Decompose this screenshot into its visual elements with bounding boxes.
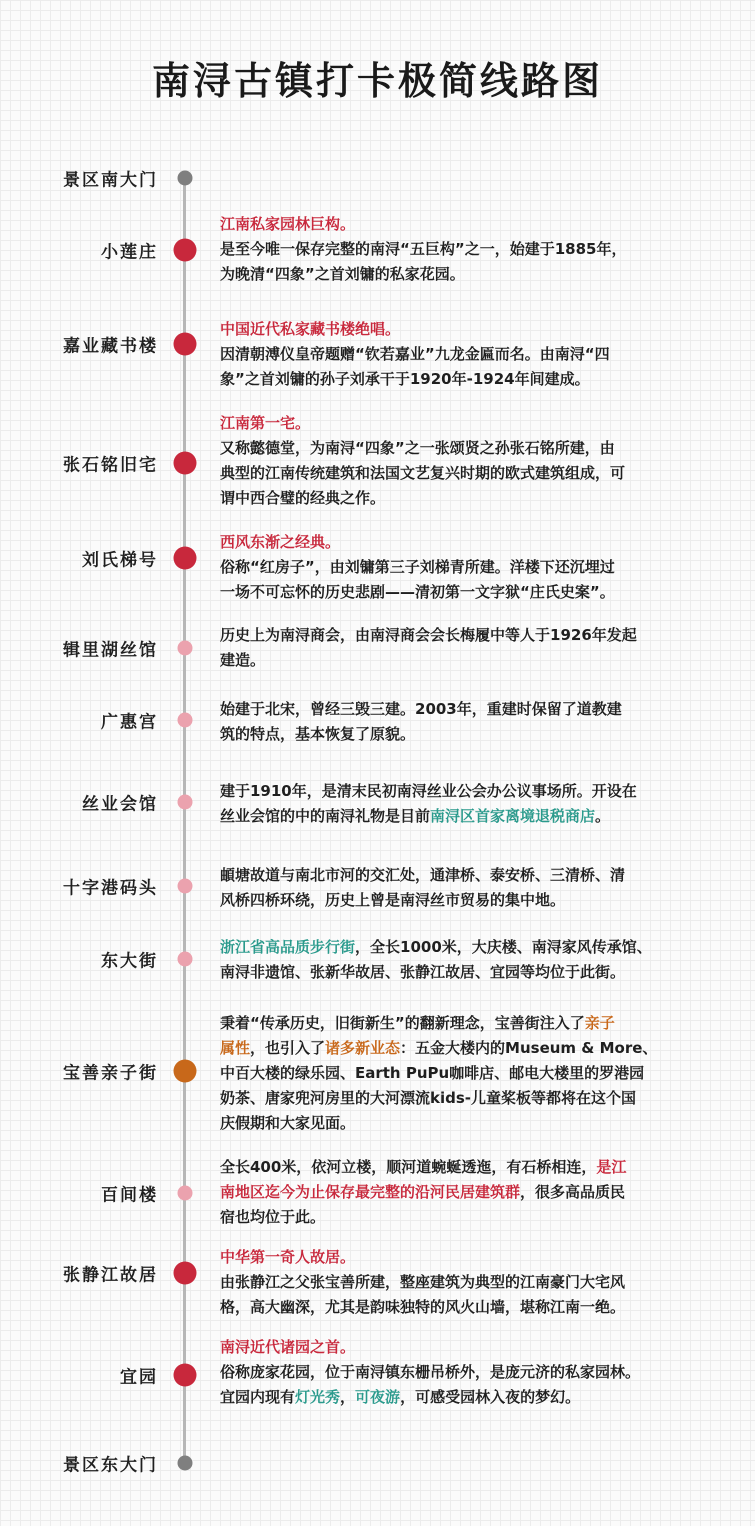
stop-name: 广惠宫 bbox=[101, 712, 158, 733]
description-line bbox=[220, 1205, 730, 1230]
highlight-text: 是江 bbox=[596, 1158, 627, 1176]
text-segment: ，也引入了 bbox=[250, 1039, 326, 1057]
stop-name: 十字港码头 bbox=[63, 878, 158, 899]
stop-marker bbox=[174, 1262, 197, 1285]
stop-heading: 江南第一宅。 bbox=[220, 414, 311, 432]
stop-marker bbox=[174, 452, 197, 475]
stop-name: 刘氏梯号 bbox=[82, 550, 158, 571]
highlight-text: 南浔区首家离境退税商店 bbox=[430, 807, 596, 825]
text-segment: 是至今唯一保存完整的南浔“五巨构”之一，始建于1885年， bbox=[220, 240, 627, 258]
text-segment: 。 bbox=[595, 807, 611, 825]
text-segment: 由张静江之父张宝善所建，整座建筑为典型的江南豪门大宅风 bbox=[220, 1273, 626, 1291]
stop-description bbox=[220, 1011, 730, 1136]
stop-heading: 南浔近代诸园之首。 bbox=[220, 1338, 356, 1356]
description-line bbox=[220, 262, 730, 287]
highlight-text: 属性 bbox=[220, 1039, 251, 1057]
stop-marker bbox=[178, 713, 193, 728]
text-segment: 奶茶、唐家兜河房里的大河漂流kids-儿童桨板等都将在这个国 bbox=[220, 1089, 637, 1107]
highlight-text: 亲子 bbox=[584, 1014, 615, 1032]
description-line bbox=[220, 237, 730, 262]
description-line bbox=[220, 1155, 730, 1180]
text-segment: 典型的江南传统建筑和法国文艺复兴时期的欧式建筑组成，可 bbox=[220, 464, 626, 482]
stop-description bbox=[220, 863, 730, 913]
stop-description bbox=[220, 530, 730, 605]
stop-description bbox=[220, 1155, 730, 1230]
stop-description bbox=[220, 411, 730, 511]
stop-description bbox=[220, 935, 730, 985]
text-segment: 一场不可忘怀的历史悲剧——清初第一文字狱“庄氏史案”。 bbox=[220, 583, 615, 601]
description-line bbox=[220, 1061, 730, 1086]
description-line bbox=[220, 1295, 730, 1320]
text-segment: ，全长1000米，大庆楼、南浔家风传承馆、 bbox=[355, 938, 652, 956]
stop-name: 小莲庄 bbox=[101, 242, 158, 263]
stop-description bbox=[220, 1335, 730, 1410]
description-line bbox=[220, 960, 730, 985]
text-segment: 宜园内现有 bbox=[220, 1388, 296, 1406]
text-segment: 南浔非遗馆、张新华故居、张静江故居、宜园等均位于此街。 bbox=[220, 963, 626, 981]
stop-heading: 中国近代私家藏书楼绝唱。 bbox=[220, 320, 401, 338]
description-line bbox=[220, 486, 730, 511]
stop-description bbox=[220, 697, 730, 747]
text-segment: 全长400米，依河立楼，顺河道蜿蜒透迤，有石桥相连， bbox=[220, 1158, 597, 1176]
stop-marker bbox=[174, 333, 197, 356]
stop-heading: 江南私家园林巨构。 bbox=[220, 215, 356, 233]
stop-name: 东大街 bbox=[101, 951, 158, 972]
text-segment: 丝业会馆的中的南浔礼物是目前 bbox=[220, 807, 431, 825]
text-segment: 建造。 bbox=[220, 651, 266, 669]
description-line bbox=[220, 342, 730, 367]
text-segment: 谓中西合璧的经典之作。 bbox=[220, 489, 386, 507]
description-line bbox=[220, 580, 730, 605]
text-segment: 历史上为南浔商会，由南浔商会会长梅履中等人于1926年发起 bbox=[220, 626, 637, 644]
description-line bbox=[220, 436, 730, 461]
stop-name: 百间楼 bbox=[101, 1185, 158, 1206]
stop-heading: 中华第一奇人故居。 bbox=[220, 1248, 356, 1266]
end-marker bbox=[178, 1456, 193, 1471]
stop-heading: 西风东渐之经典。 bbox=[220, 533, 341, 551]
text-segment: 宿也均位于此。 bbox=[220, 1208, 326, 1226]
stop-name: 张石铭旧宅 bbox=[63, 455, 158, 476]
page-title: 南浔古镇打卡极简线路图 bbox=[151, 59, 603, 103]
text-segment: ， bbox=[340, 1388, 356, 1406]
description-line bbox=[220, 779, 730, 804]
highlight-text: 诸多新业态 bbox=[325, 1039, 401, 1057]
highlight-text: 浙江省高品质步行街 bbox=[220, 938, 356, 956]
description-line bbox=[220, 722, 730, 747]
text-segment: 庆假期和大家见面。 bbox=[220, 1114, 356, 1132]
text-segment: 为晚清“四象”之首刘镛的私家花园。 bbox=[220, 265, 465, 283]
stop-description bbox=[220, 317, 730, 392]
stop-description bbox=[220, 1245, 730, 1320]
description-line bbox=[220, 623, 730, 648]
text-segment: 象”之首刘镛的孙子刘承干于1920年-1924年间建成。 bbox=[220, 370, 590, 388]
text-segment: 秉着“传承历史，旧街新生”的翻新理念，宝善街注入了 bbox=[220, 1014, 585, 1032]
stop-name: 张静江故居 bbox=[63, 1265, 158, 1286]
description-line bbox=[220, 1385, 730, 1410]
description-line bbox=[220, 888, 730, 913]
text-segment: 俗称“红房子”，由刘镛第三子刘梯青所建。洋楼下还沉埋过 bbox=[220, 558, 615, 576]
highlight-text: 南地区迄今为止保存最完整的沿河民居建筑群 bbox=[220, 1183, 521, 1201]
end-label: 景区东大门 bbox=[63, 1455, 158, 1476]
text-segment: 因清朝溥仪皇帝题赠“钦若嘉业”九龙金匾而名。由南浔“四 bbox=[220, 345, 610, 363]
description-line bbox=[220, 697, 730, 722]
description-line bbox=[220, 1086, 730, 1111]
stop-marker bbox=[174, 1364, 197, 1387]
description-line bbox=[220, 648, 730, 673]
stop-marker bbox=[178, 795, 193, 810]
highlight-text: 可夜游 bbox=[355, 1388, 401, 1406]
stop-marker bbox=[178, 952, 193, 967]
description-line bbox=[220, 555, 730, 580]
text-segment: 頔塘故道与南北市河的交汇处，通津桥、泰安桥、三清桥、清 bbox=[220, 866, 626, 884]
text-segment: 始建于北宋，曾经三毁三建。2003年，重建时保留了道教建 bbox=[220, 700, 622, 718]
stop-marker bbox=[178, 879, 193, 894]
description-line bbox=[220, 1180, 730, 1205]
stop-name: 宜园 bbox=[120, 1367, 158, 1388]
stop-name: 辑里湖丝馆 bbox=[63, 640, 158, 661]
start-label: 景区南大门 bbox=[63, 170, 158, 191]
text-segment: ，很多高品质民 bbox=[520, 1183, 626, 1201]
description-line bbox=[220, 1111, 730, 1136]
text-segment: 中百大楼的绿乐园、Earth PuPu咖啡店、邮电大楼里的罗港园 bbox=[220, 1064, 645, 1082]
description-line bbox=[220, 804, 730, 829]
stop-name: 丝业会馆 bbox=[82, 794, 158, 815]
text-segment: ：五金大楼内的Museum & More、 bbox=[400, 1039, 658, 1057]
description-line bbox=[220, 863, 730, 888]
description-line bbox=[220, 367, 730, 392]
stop-marker bbox=[174, 1060, 197, 1083]
text-segment: ，可感受园林入夜的梦幻。 bbox=[400, 1388, 581, 1406]
start-marker bbox=[178, 171, 193, 186]
stop-marker bbox=[174, 547, 197, 570]
description-line bbox=[220, 935, 730, 960]
text-segment: 又称懿德堂，为南浔“四象”之一张颂贤之孙张石铭所建，由 bbox=[220, 439, 615, 457]
text-segment: 风桥四桥环绕，历史上曾是南浔丝市贸易的集中地。 bbox=[220, 891, 566, 909]
highlight-text: 灯光秀 bbox=[295, 1388, 341, 1406]
stop-description bbox=[220, 212, 730, 287]
stop-marker bbox=[174, 239, 197, 262]
stop-name: 宝善亲子街 bbox=[63, 1063, 158, 1084]
description-line bbox=[220, 461, 730, 486]
text-segment: 筑的特点，基本恢复了原貌。 bbox=[220, 725, 416, 743]
text-segment: 建于1910年，是清末民初南浔丝业公会办公议事场所。开设在 bbox=[220, 782, 637, 800]
text-segment: 格，高大幽深，尤其是韵味独特的风火山墙，堪称江南一绝。 bbox=[220, 1298, 626, 1316]
stop-description bbox=[220, 623, 730, 673]
text-segment: 俗称庞家花园，位于南浔镇东栅吊桥外，是庞元济的私家园林。 bbox=[220, 1363, 641, 1381]
stop-marker bbox=[178, 1186, 193, 1201]
description-line bbox=[220, 1360, 730, 1385]
stop-name: 嘉业藏书楼 bbox=[63, 336, 158, 357]
description-line bbox=[220, 1036, 730, 1061]
description-line bbox=[220, 1011, 730, 1036]
stop-description bbox=[220, 779, 730, 829]
stop-marker bbox=[178, 641, 193, 656]
description-line bbox=[220, 1270, 730, 1295]
